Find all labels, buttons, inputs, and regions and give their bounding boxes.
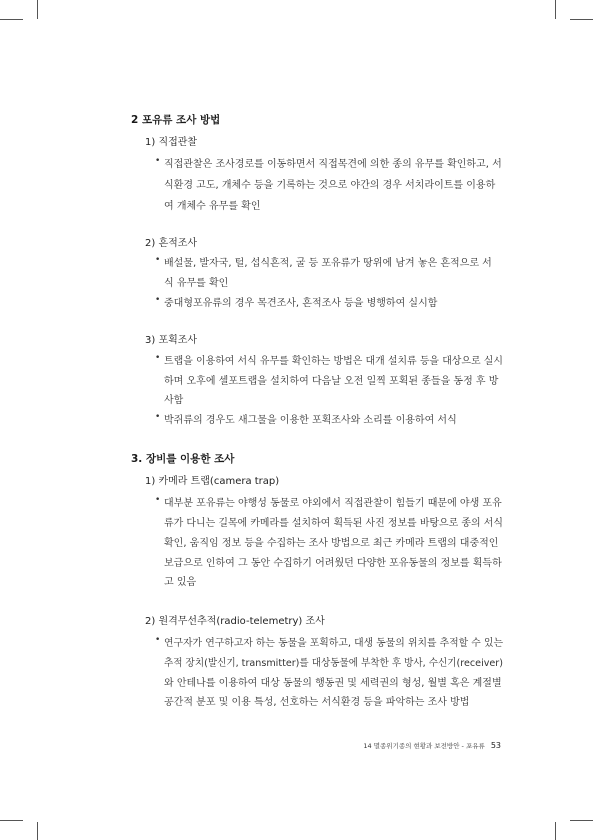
subsection-title: 3) 포획조사: [145, 335, 198, 346]
crop-mark: [555, 822, 556, 840]
bullet-icon: •: [155, 255, 161, 265]
bullet-icon: •: [155, 635, 161, 645]
bullet-text-line: 여 개체수 유무를 확인: [164, 201, 261, 212]
crop-mark: [570, 820, 593, 821]
subsection-title: 2) 흔적조사: [145, 238, 198, 249]
crop-mark: [570, 19, 593, 20]
running-title: 14 멸종위기종의 현황과 보전방안 - 포유류: [363, 742, 485, 750]
crop-mark: [37, 0, 38, 19]
section-heading: 2 포유류 조사 방법: [131, 114, 221, 126]
bullet-text-line: 하며 오후에 셀포트랩을 설치하여 다음날 오전 일찍 포획된 종들을 동정 후 방: [164, 376, 499, 387]
bullet-icon: •: [155, 495, 161, 505]
section-heading: 3. 장비를 이용한 조사: [131, 453, 235, 465]
bullet-text-line: 중대형포유류의 경우 목견조사, 흔적조사 등을 병행하여 실시함: [164, 298, 438, 309]
subsection-title: 1) 카메라 트랩(camera trap): [145, 476, 280, 487]
page-footer: [363, 741, 501, 750]
bullet-icon: •: [155, 295, 161, 305]
bullet-text-line: 와 안테나를 이용하여 대상 동물의 행동권 및 세력권의 형성, 월별 혹은 계절별: [164, 678, 502, 689]
bullet-text-line: 대부분 포유류는 야행성 동물로 야외에서 직접관찰이 힘들기 때문에 야생 포유: [164, 498, 502, 509]
page-number: 53: [490, 741, 501, 750]
bullet-text-line: 트랩을 이용하여 서식 유무를 확인하는 방법은 대개 설치류 등을 대상으로 실시: [164, 356, 503, 367]
bullet-text-line: 연구자가 연구하고자 하는 동물을 포획하고, 대생 동물의 위치를 추적할 수 있는: [164, 638, 503, 649]
bullet-text-line: 류가 다니는 길목에 카메라를 설치하여 획득된 사진 정보를 바탕으로 종의 서식: [164, 518, 503, 529]
bullet-text-line: 박쥐류의 경우도 새그물을 이용한 포획조사와 소리를 이용하여 서식: [164, 415, 457, 426]
bullet-icon: •: [155, 412, 161, 422]
bullet-text-line: 사함: [164, 395, 184, 406]
bullet-icon: •: [155, 156, 161, 166]
bullet-icon: •: [155, 353, 161, 363]
crop-mark: [0, 820, 23, 821]
bullet-text-line: 공간적 분포 및 이용 특성, 선호하는 서식환경 등을 파악하는 조사 방법: [164, 697, 470, 708]
crop-mark: [0, 19, 23, 20]
bullet-text-line: 보급으로 인하여 그 동안 수집하기 어려웠던 다양한 포유동물의 정보를 획득하: [164, 558, 502, 569]
bullet-text-line: 확인, 움직임 정보 등을 수집하는 조사 방법으로 최근 카메라 트랩의 대중적인: [164, 538, 499, 549]
bullet-text-line: 고 있음: [164, 577, 197, 588]
bullet-text-line: 식 유무를 확인: [164, 278, 229, 289]
bullet-text-line: 식환경 고도, 개체수 등을 기록하는 것으로 야간의 경우 서치라이트를 이용하: [164, 180, 496, 191]
subsection-title: 2) 원격무선추적(radio-telemetry) 조사: [145, 616, 325, 627]
bullet-text-line: 직접관찰은 조사경로를 이동하면서 직접목견에 의한 종의 유무를 확인하고, 서: [164, 159, 502, 170]
crop-mark: [37, 822, 38, 840]
crop-mark: [555, 0, 556, 19]
bullet-text-line: 추적 장치(발신기, transmitter)를 대상동물에 부착한 후 방사, 수신기(receiver): [164, 658, 503, 669]
subsection-title: 1) 직접관찰: [145, 137, 198, 148]
bullet-text-line: 배설물, 발자국, 털, 섭식흔적, 굴 등 포유류가 땅위에 남겨 놓은 흔적으로 서: [164, 258, 492, 269]
